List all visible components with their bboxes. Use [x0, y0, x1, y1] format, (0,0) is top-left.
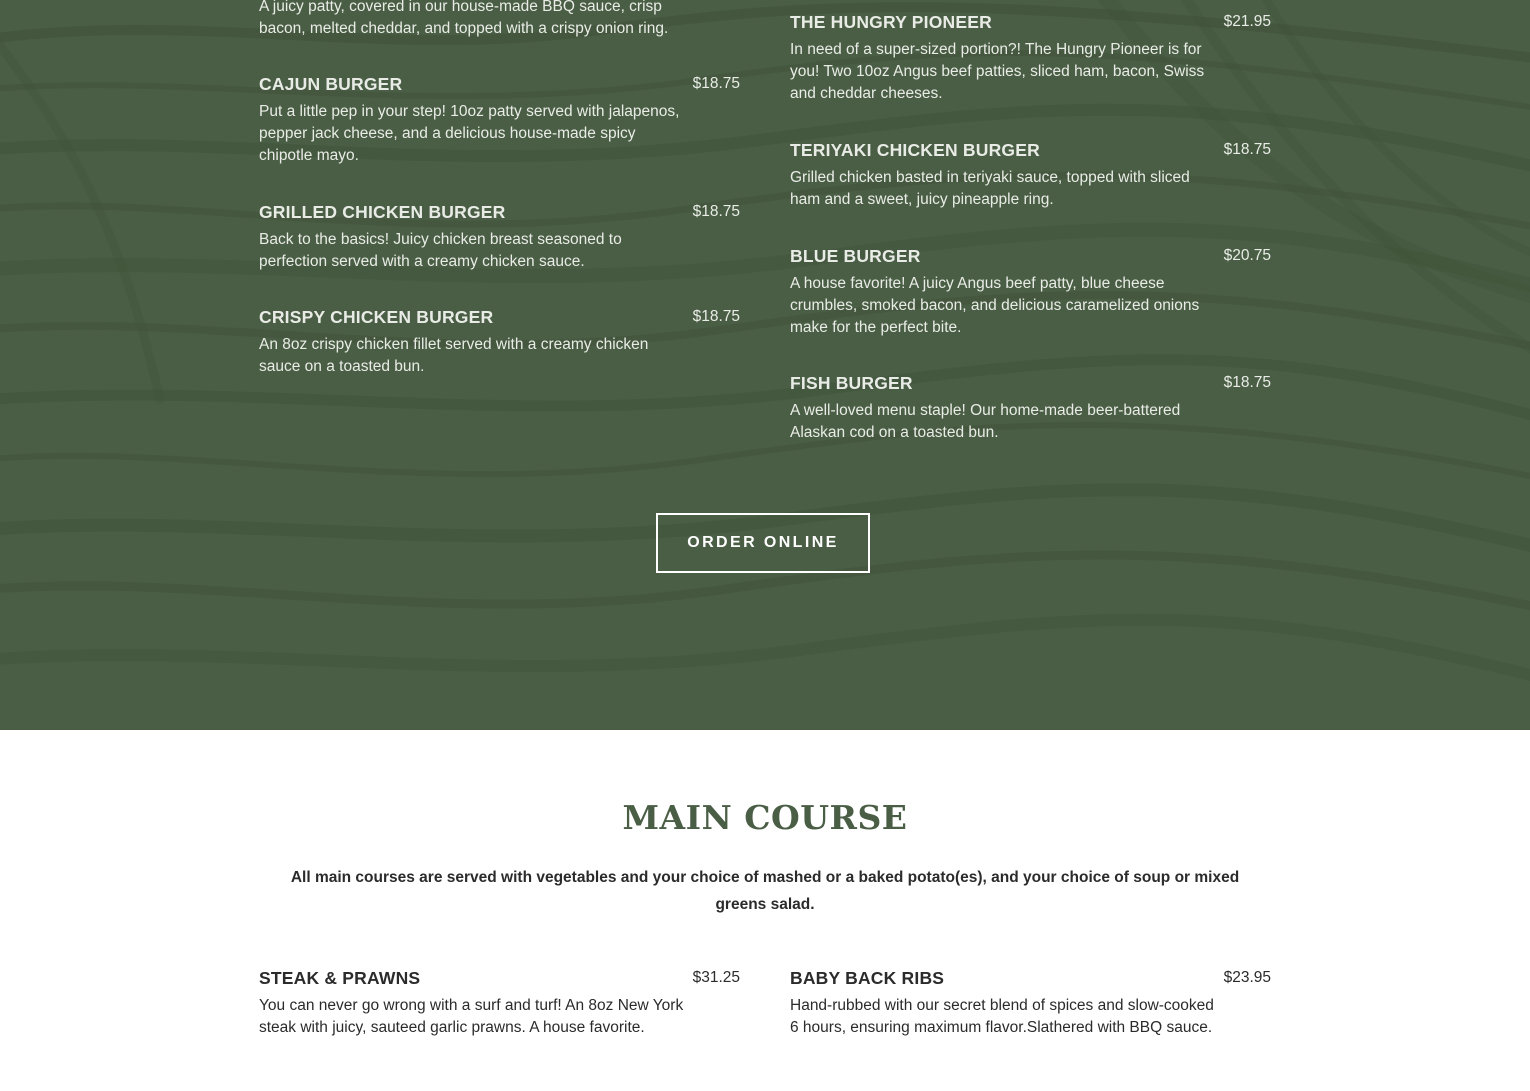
item-description: An 8oz crispy chicken fillet served with a creamy chicken sauce on a toasted bun. — [259, 336, 649, 375]
item-name: STEAK & PRAWNS — [259, 968, 421, 988]
section-note: All main courses are served with vegetables and your choice of mashed or a baked potato(es), and your choice of soup or mixed greens salad. — [290, 869, 1240, 913]
item-price: $21.95 — [1223, 13, 1271, 30]
item-price: $18.75 — [692, 308, 740, 325]
item-description: A house favorite! A juicy Angus beef patty, blue cheese crumbles, smoked bacon, and delicious caramelized onions make for the perfect bite. — [790, 275, 1200, 336]
item-description: Put a little pep in your step! 10oz patty served with jalapenos, pepper jack cheese, and a delicious house-made spicy chipotle mayo. — [259, 103, 680, 164]
item-name: GRILLED CHICKEN BURGER — [259, 202, 506, 222]
item-description: A juicy patty, covered in our house-made BBQ sauce, crisp bacon, melted cheddar, and topped with a crispy onion ring. — [259, 0, 669, 37]
item-price: $18.75 — [1223, 141, 1271, 158]
item-price: $31.25 — [692, 969, 740, 986]
item-description: Grilled chicken basted in teriyaki sauce, topped with sliced ham and a sweet, juicy pineapple ring. — [790, 169, 1190, 208]
item-name: CAJUN BURGER — [259, 74, 403, 94]
item-description: A well-loved menu staple! Our home-made beer-battered Alaskan cod on a toasted bun. — [790, 402, 1181, 441]
item-price: $18.75 — [692, 203, 740, 220]
item-description: You can never go wrong with a surf and turf! An 8oz New York steak with juicy, sauteed garlic prawns. A house favorite. — [259, 997, 684, 1036]
item-name: CRISPY CHICKEN BURGER — [259, 307, 494, 327]
item-price: $23.95 — [1223, 969, 1271, 986]
item-name: BLUE BURGER — [790, 246, 921, 266]
order-online-button[interactable]: ORDER ONLINE — [656, 513, 870, 573]
item-description: Back to the basics! Juicy chicken breast seasoned to perfection served with a creamy chicken sauce. — [259, 231, 622, 270]
item-description: Hand-rubbed with our secret blend of spices and slow-cooked 6 hours, ensuring maximum flavor.Slathered with BBQ sauce. — [790, 997, 1214, 1036]
item-name: BABY BACK RIBS — [790, 968, 945, 988]
item-description: In need of a super-sized portion?! The Hungry Pioneer is for you! Two 10oz Angus beef patties, sliced ham, bacon, Swiss and cheddar cheeses. — [790, 41, 1205, 102]
item-price: $18.75 — [1223, 374, 1271, 391]
item-name: THE HUNGRY PIONEER — [790, 12, 992, 32]
item-name: FISH BURGER — [790, 373, 913, 393]
item-price: $18.75 — [692, 75, 740, 92]
item-name: TERIYAKI CHICKEN BURGER — [790, 140, 1040, 160]
section-title: MAIN COURSE — [622, 798, 908, 837]
item-price: $20.75 — [1223, 247, 1271, 264]
